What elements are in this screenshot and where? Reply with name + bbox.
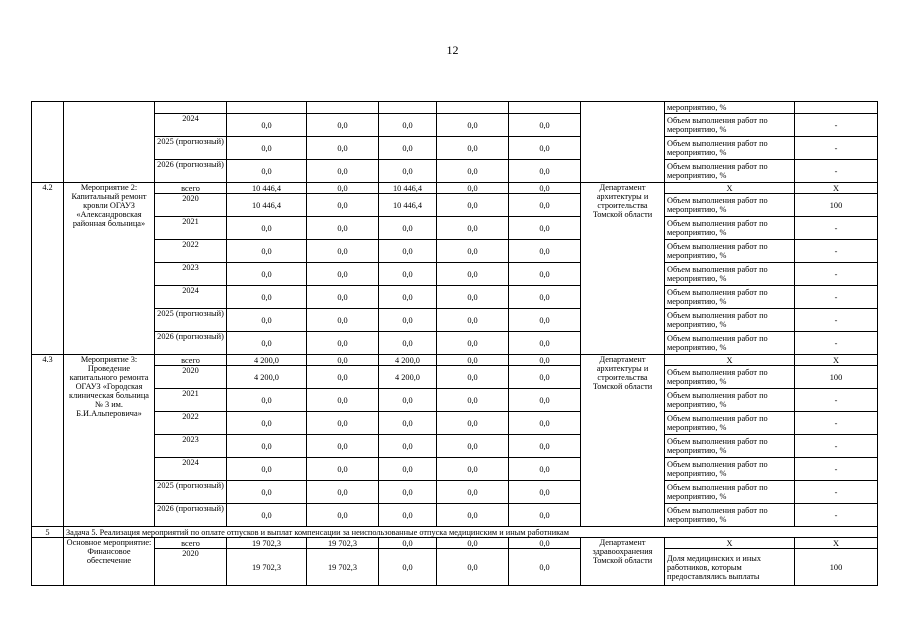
target-value-cell xyxy=(795,102,878,114)
target-value-cell: - xyxy=(795,240,878,263)
indicator-cell: Объем выполнения работ по мероприятию, % xyxy=(665,412,795,435)
value-cell-5: 0,0 xyxy=(509,458,581,481)
value-cell-5: 0,0 xyxy=(509,366,581,389)
value-cell-4: 0,0 xyxy=(437,481,509,504)
empty-cell xyxy=(509,102,581,114)
empty-cell xyxy=(155,102,227,114)
value-cell-5: 0,0 xyxy=(509,481,581,504)
value-cell-1: 0,0 xyxy=(227,160,307,183)
value-cell-5: 0,0 xyxy=(509,263,581,286)
value-cell-1: 19 702,3 xyxy=(227,538,307,549)
target-value-cell: - xyxy=(795,160,878,183)
value-cell-5: 0,0 xyxy=(509,194,581,217)
value-cell-4: 0,0 xyxy=(437,412,509,435)
indicator-cell: Х xyxy=(665,355,795,366)
value-cell-3: 0,0 xyxy=(379,309,437,332)
target-value-cell: 100 xyxy=(795,549,878,586)
year-cell: 2021 xyxy=(155,389,227,412)
value-cell-2: 0,0 xyxy=(307,389,379,412)
indicator-cell: Объем выполнения работ по мероприятию, % xyxy=(665,389,795,412)
indicator-cell: Объем выполнения работ по мероприятию, % xyxy=(665,286,795,309)
table-row xyxy=(32,366,878,389)
value-cell-2: 0,0 xyxy=(307,435,379,458)
task-row xyxy=(32,527,878,538)
value-cell-3: 0,0 xyxy=(379,504,437,527)
value-cell-5: 0,0 xyxy=(509,309,581,332)
value-cell-2: 0,0 xyxy=(307,263,379,286)
value-cell-5: 0,0 xyxy=(509,286,581,309)
table-row xyxy=(32,389,878,412)
table-row xyxy=(32,458,878,481)
value-cell-4: 0,0 xyxy=(437,263,509,286)
target-value-cell: 100 xyxy=(795,366,878,389)
target-value-cell: - xyxy=(795,309,878,332)
year-cell: 2026 (прогнозный) xyxy=(155,160,227,183)
year-cell: 2024 xyxy=(155,458,227,481)
year-cell: 2023 xyxy=(155,263,227,286)
executor-cell xyxy=(581,102,665,183)
value-cell-2: 0,0 xyxy=(307,355,379,366)
indicator-cell: Доля медицинских и иных работников, которым предоставлялись выплаты xyxy=(665,549,795,586)
year-cell: 2026 (прогнозный) xyxy=(155,504,227,527)
measure-name-cell: Мероприятие 3: Проведение капитального ремонта ОГАУЗ «Городская клиническая больница № 3 им. Б.И.Альперовича» xyxy=(64,355,155,527)
value-cell-4: 0,0 xyxy=(437,504,509,527)
target-value-cell: 100 xyxy=(795,194,878,217)
value-cell-5: 0,0 xyxy=(509,332,581,355)
value-cell-4: 0,0 xyxy=(437,160,509,183)
measure-name-cell: Мероприятие 2: Капитальный ремонт кровли ОГАУЗ «Александровская районная больница» xyxy=(64,183,155,355)
value-cell-2: 0,0 xyxy=(307,412,379,435)
year-cell: 2020 xyxy=(155,366,227,389)
value-cell-4: 0,0 xyxy=(437,114,509,137)
value-cell-4: 0,0 xyxy=(437,332,509,355)
table-row xyxy=(32,481,878,504)
value-cell-4: 0,0 xyxy=(437,435,509,458)
value-cell-5: 0,0 xyxy=(509,549,581,586)
value-cell-3: 0,0 xyxy=(379,389,437,412)
value-cell-3: 0,0 xyxy=(379,549,437,586)
indicator-cell: Объем выполнения работ по мероприятию, % xyxy=(665,504,795,527)
value-cell-5: 0,0 xyxy=(509,355,581,366)
value-cell-1: 0,0 xyxy=(227,217,307,240)
value-cell-4: 0,0 xyxy=(437,538,509,549)
value-cell-1: 0,0 xyxy=(227,137,307,160)
year-cell: 2025 (прогнозный) xyxy=(155,481,227,504)
year-cell: всего xyxy=(155,183,227,194)
table-row xyxy=(32,160,878,183)
target-value-cell: - xyxy=(795,481,878,504)
value-cell-2: 0,0 xyxy=(307,217,379,240)
value-cell-3: 0,0 xyxy=(379,160,437,183)
target-value-cell: - xyxy=(795,217,878,240)
indicator-cell: Объем выполнения работ по мероприятию, % xyxy=(665,458,795,481)
indicator-cell: мероприятию, % xyxy=(665,102,795,114)
indicator-cell: Объем выполнения работ по мероприятию, % xyxy=(665,160,795,183)
year-cell: всего xyxy=(155,355,227,366)
table-row xyxy=(32,286,878,309)
year-cell: 2024 xyxy=(155,286,227,309)
value-cell-1: 0,0 xyxy=(227,332,307,355)
value-cell-3: 0,0 xyxy=(379,332,437,355)
value-cell-5: 0,0 xyxy=(509,538,581,549)
value-cell-5: 0,0 xyxy=(509,240,581,263)
value-cell-2: 0,0 xyxy=(307,481,379,504)
measure-number-cell: 4.3 xyxy=(32,355,64,527)
target-value-cell: - xyxy=(795,286,878,309)
target-value-cell: - xyxy=(795,435,878,458)
value-cell-2: 0,0 xyxy=(307,137,379,160)
target-value-cell: Х xyxy=(795,355,878,366)
value-cell-1: 10 446,4 xyxy=(227,183,307,194)
value-cell-2: 0,0 xyxy=(307,309,379,332)
value-cell-2: 0,0 xyxy=(307,194,379,217)
value-cell-3: 0,0 xyxy=(379,435,437,458)
table-row xyxy=(32,240,878,263)
measure-number-cell: 4.2 xyxy=(32,183,64,355)
value-cell-2: 0,0 xyxy=(307,332,379,355)
value-cell-3: 4 200,0 xyxy=(379,366,437,389)
value-cell-4: 0,0 xyxy=(437,286,509,309)
value-cell-5: 0,0 xyxy=(509,160,581,183)
indicator-cell: Объем выполнения работ по мероприятию, % xyxy=(665,137,795,160)
main-measure-name-cell: Основное мероприятие: Финансовое обеспечение xyxy=(64,538,155,586)
target-value-cell: - xyxy=(795,263,878,286)
value-cell-5: 0,0 xyxy=(509,137,581,160)
value-cell-2: 0,0 xyxy=(307,286,379,309)
value-cell-1: 19 702,3 xyxy=(227,549,307,586)
table-row xyxy=(32,355,878,366)
value-cell-2: 19 702,3 xyxy=(307,538,379,549)
executor-cell: Департамент архитектуры и строительства Томской области xyxy=(581,355,665,527)
value-cell-3: 0,0 xyxy=(379,286,437,309)
value-cell-4: 0,0 xyxy=(437,240,509,263)
table-row xyxy=(32,309,878,332)
value-cell-1: 0,0 xyxy=(227,458,307,481)
target-value-cell: - xyxy=(795,458,878,481)
year-cell: 2022 xyxy=(155,240,227,263)
program-table xyxy=(31,101,878,586)
indicator-cell: Объем выполнения работ по мероприятию, % xyxy=(665,240,795,263)
indicator-cell: Объем выполнения работ по мероприятию, % xyxy=(665,263,795,286)
indicator-cell: Объем выполнения работ по мероприятию, % xyxy=(665,332,795,355)
table-row xyxy=(32,435,878,458)
number-cell xyxy=(32,102,64,183)
value-cell-1: 0,0 xyxy=(227,504,307,527)
indicator-cell: Объем выполнения работ по мероприятию, % xyxy=(665,217,795,240)
value-cell-1: 0,0 xyxy=(227,309,307,332)
measure-name-cell xyxy=(64,102,155,183)
table-row xyxy=(32,504,878,527)
target-value-cell: Х xyxy=(795,538,878,549)
task-number-cell: 5 xyxy=(32,527,64,538)
indicator-cell: Объем выполнения работ по мероприятию, % xyxy=(665,309,795,332)
value-cell-4: 0,0 xyxy=(437,137,509,160)
value-cell-1: 0,0 xyxy=(227,389,307,412)
indicator-cell: Объем выполнения работ по мероприятию, % xyxy=(665,114,795,137)
indicator-cell: Х xyxy=(665,183,795,194)
indicator-cell: Х xyxy=(665,538,795,549)
value-cell-5: 0,0 xyxy=(509,114,581,137)
value-cell-3: 0,0 xyxy=(379,217,437,240)
indicator-cell: Объем выполнения работ по мероприятию, % xyxy=(665,435,795,458)
value-cell-2: 0,0 xyxy=(307,183,379,194)
empty-cell xyxy=(227,102,307,114)
value-cell-1: 0,0 xyxy=(227,481,307,504)
value-cell-3: 0,0 xyxy=(379,114,437,137)
value-cell-5: 0,0 xyxy=(509,435,581,458)
value-cell-3: 0,0 xyxy=(379,538,437,549)
indicator-cell: Объем выполнения работ по мероприятию, % xyxy=(665,194,795,217)
year-cell: 2020 xyxy=(155,549,227,586)
table-row xyxy=(32,332,878,355)
value-cell-1: 0,0 xyxy=(227,240,307,263)
table-row xyxy=(32,412,878,435)
value-cell-1: 0,0 xyxy=(227,286,307,309)
number-cell xyxy=(32,538,64,586)
value-cell-5: 0,0 xyxy=(509,389,581,412)
value-cell-3: 10 446,4 xyxy=(379,183,437,194)
year-cell: 2024 xyxy=(155,114,227,137)
target-value-cell: - xyxy=(795,114,878,137)
task-title-cell: Задача 5. Реализация мероприятий по оплате отпусков и выплат компенсации за неиспользованные отпуска медицинским и иным работникам xyxy=(64,527,878,538)
year-cell: 2025 (прогнозный) xyxy=(155,137,227,160)
table-row xyxy=(32,137,878,160)
value-cell-5: 0,0 xyxy=(509,217,581,240)
table-row xyxy=(32,538,878,549)
value-cell-2: 0,0 xyxy=(307,114,379,137)
year-cell: 2020 xyxy=(155,194,227,217)
value-cell-2: 19 702,3 xyxy=(307,549,379,586)
table-row xyxy=(32,194,878,217)
value-cell-1: 0,0 xyxy=(227,263,307,286)
value-cell-4: 0,0 xyxy=(437,549,509,586)
table-row xyxy=(32,114,878,137)
indicator-cell: Объем выполнения работ по мероприятию, % xyxy=(665,481,795,504)
value-cell-3: 4 200,0 xyxy=(379,355,437,366)
value-cell-4: 0,0 xyxy=(437,183,509,194)
value-cell-2: 0,0 xyxy=(307,160,379,183)
value-cell-4: 0,0 xyxy=(437,309,509,332)
value-cell-3: 0,0 xyxy=(379,412,437,435)
empty-cell xyxy=(307,102,379,114)
empty-cell xyxy=(379,102,437,114)
page-number: 12 xyxy=(446,43,459,57)
value-cell-1: 10 446,4 xyxy=(227,194,307,217)
value-cell-3: 0,0 xyxy=(379,481,437,504)
year-cell: 2026 (прогнозный) xyxy=(155,332,227,355)
executor-cell: Департамент архитектуры и строительства Томской области xyxy=(581,183,665,355)
value-cell-4: 0,0 xyxy=(437,389,509,412)
target-value-cell: - xyxy=(795,332,878,355)
year-cell: 2021 xyxy=(155,217,227,240)
value-cell-3: 0,0 xyxy=(379,458,437,481)
table-row xyxy=(32,263,878,286)
executor-cell: Департамент здравоохранения Томской области xyxy=(581,538,665,586)
value-cell-5: 0,0 xyxy=(509,412,581,435)
value-cell-5: 0,0 xyxy=(509,183,581,194)
value-cell-5: 0,0 xyxy=(509,504,581,527)
table-row xyxy=(32,549,878,586)
target-value-cell: - xyxy=(795,389,878,412)
value-cell-3: 10 446,4 xyxy=(379,194,437,217)
indicator-cell: Объем выполнения работ по мероприятию, % xyxy=(665,366,795,389)
value-cell-1: 4 200,0 xyxy=(227,366,307,389)
value-cell-4: 0,0 xyxy=(437,458,509,481)
value-cell-2: 0,0 xyxy=(307,366,379,389)
value-cell-4: 0,0 xyxy=(437,217,509,240)
target-value-cell: - xyxy=(795,412,878,435)
value-cell-2: 0,0 xyxy=(307,240,379,263)
table-row xyxy=(32,217,878,240)
value-cell-2: 0,0 xyxy=(307,458,379,481)
value-cell-2: 0,0 xyxy=(307,504,379,527)
value-cell-4: 0,0 xyxy=(437,194,509,217)
target-value-cell: - xyxy=(795,137,878,160)
year-cell: всего xyxy=(155,538,227,549)
target-value-cell: Х xyxy=(795,183,878,194)
value-cell-1: 0,0 xyxy=(227,435,307,458)
table-row xyxy=(32,102,878,114)
year-cell: 2023 xyxy=(155,435,227,458)
year-cell: 2025 (прогнозный) xyxy=(155,309,227,332)
value-cell-4: 0,0 xyxy=(437,366,509,389)
value-cell-1: 0,0 xyxy=(227,114,307,137)
target-value-cell: - xyxy=(795,504,878,527)
value-cell-3: 0,0 xyxy=(379,240,437,263)
value-cell-1: 0,0 xyxy=(227,412,307,435)
table-row xyxy=(32,183,878,194)
empty-cell xyxy=(437,102,509,114)
value-cell-1: 4 200,0 xyxy=(227,355,307,366)
value-cell-4: 0,0 xyxy=(437,355,509,366)
value-cell-3: 0,0 xyxy=(379,263,437,286)
value-cell-3: 0,0 xyxy=(379,137,437,160)
year-cell: 2022 xyxy=(155,412,227,435)
